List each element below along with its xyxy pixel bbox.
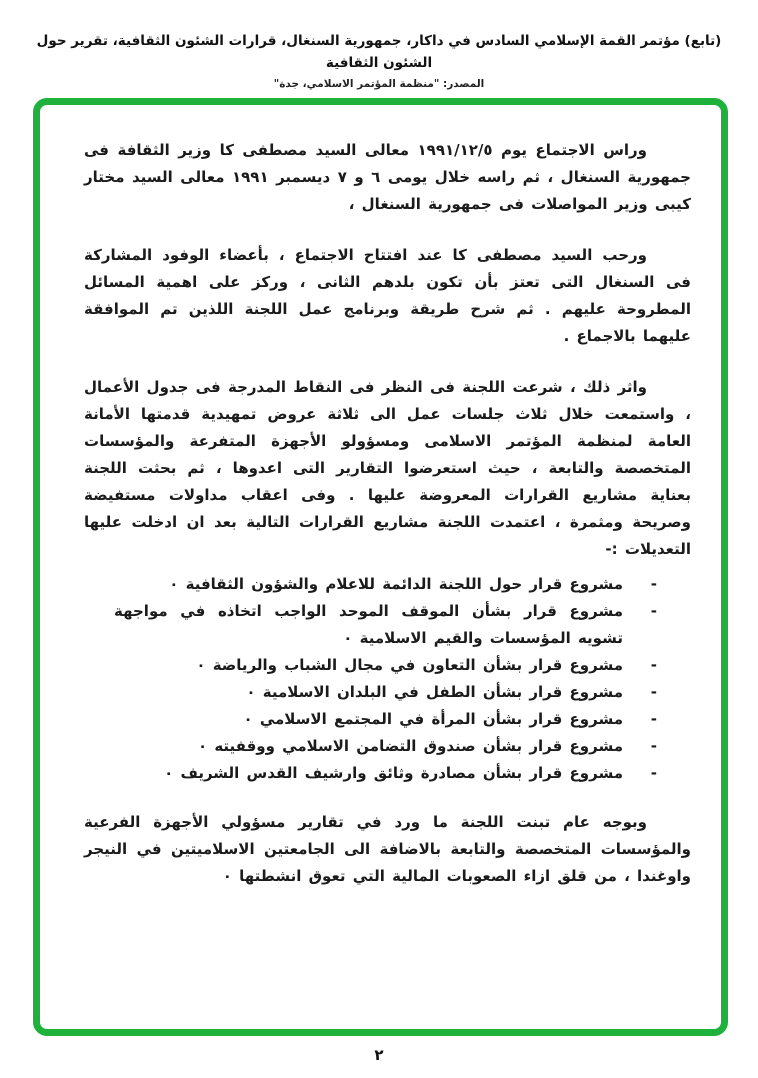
document-header <box>0 30 758 90</box>
resolution-text: مشروع قرار بشأن صندوق التضامن الاسلامي ووقفيته ٠ <box>197 737 623 755</box>
paragraph-agenda: واثر ذلك ، شرعت اللجنة فى النظر فى النقاط المدرجة فى جدول الأعمال ، واستمعت خلال ثلاث جلسات عمل الى ثلاثة عروض تمهيدية قدمتها الأمانة العامة لمنظمة المؤتمر الاسلامى ومسؤولو الأجهزة المتفرعة والمؤسسات المتخصصة والتابعة ، حيث استعرضوا التقارير التى اعدوها ، ثم بحثت اللجنة بعناية مشاريع القرارات المعروضة عليها . وفى اعقاب مداولات مستفيضة وصريحة ومثمرة ، اعتمدت اللجنة مشاريع القرارات التالية بعد ان ادخلت عليها التعديلات :- <box>84 378 691 558</box>
paragraph-opening-session: وراس الاجتماع يوم ١٩٩١/١٢/٥ معالى السيد مصطفى كا وزير الثقافة فى جمهورية السنغال ، ثم راسه خلال يومى ٦ و ٧ ديسمبر ١٩٩١ معالى السيد مختار كيبى وزير المواصلات فى جمهورية السنغال ، <box>84 141 691 213</box>
content-border-box <box>33 98 728 1036</box>
resolution-item <box>114 652 657 679</box>
dash-marker: - <box>650 710 657 728</box>
resolution-item <box>114 679 657 706</box>
dash-marker: - <box>650 602 657 620</box>
dash-marker: - <box>650 575 657 593</box>
header-source-line: المصدر: "منظمة المؤتمر الاسلامي، جدة" <box>273 78 485 90</box>
dash-marker: - <box>650 737 657 755</box>
paragraph-closing: وبوجه عام تبنت اللجنة ما ورد في تقارير مسؤولي الأجهزة الفرعية والمؤسسات المتخصصة والتابعة بالاضافة الى الجامعتين الاسلاميتين في النيجر واوغندا ، من قلق ازاء الصعوبات المالية التي تعوق انشطتها ٠ <box>84 813 691 885</box>
document-body <box>40 105 721 890</box>
resolution-item <box>114 733 657 760</box>
dash-marker: - <box>650 764 657 782</box>
resolutions-list <box>84 571 691 787</box>
resolution-text: مشروع قرار حول اللجنة الدائمة للاعلام والشؤون الثقافية ٠ <box>169 575 623 593</box>
dash-marker: - <box>650 683 657 701</box>
resolution-item <box>114 706 657 733</box>
resolution-text: مشروع قرار بشأن الطفل في البلدان الاسلامية ٠ <box>246 683 623 701</box>
header-title: (تابع) مؤتمر القمة الإسلامي السادس في داكار، جمهورية السنغال، قرارات الشئون الثقافية، تقرير حول الشئون الثقافية <box>36 33 722 71</box>
resolution-text: مشروع قرار بشأن الموقف الموحد الواجب اتخاذه في مواجهة تشويه المؤسسات والقيم الاسلامية ٠ <box>114 602 623 647</box>
resolution-item <box>114 760 657 787</box>
paragraph-welcome: ورحب السيد مصطفى كا عند افتتاح الاجتماع ، بأعضاء الوفود المشاركة فى السنغال التى تعتز بأن تكون بلدهم الثانى ، وركز على اهمية المسائل المطروحة عليهم . ثم شرح طريقة وبرنامج عمل اللجنة اللذين تم الموافقة عليهما بالاجماع . <box>84 246 691 345</box>
resolution-text: مشروع قرار بشأن مصادرة وثائق وارشيف القدس الشريف ٠ <box>164 764 623 782</box>
resolution-text: مشروع قرار بشأن المرأة في المجتمع الاسلامي ٠ <box>243 710 623 728</box>
dash-marker: - <box>650 656 657 674</box>
resolution-text: مشروع قرار بشأن التعاون في مجال الشباب والرياضة ٠ <box>196 656 623 674</box>
resolution-item <box>114 598 657 652</box>
page-number: ٢ <box>374 1046 384 1064</box>
resolution-item <box>114 571 657 598</box>
